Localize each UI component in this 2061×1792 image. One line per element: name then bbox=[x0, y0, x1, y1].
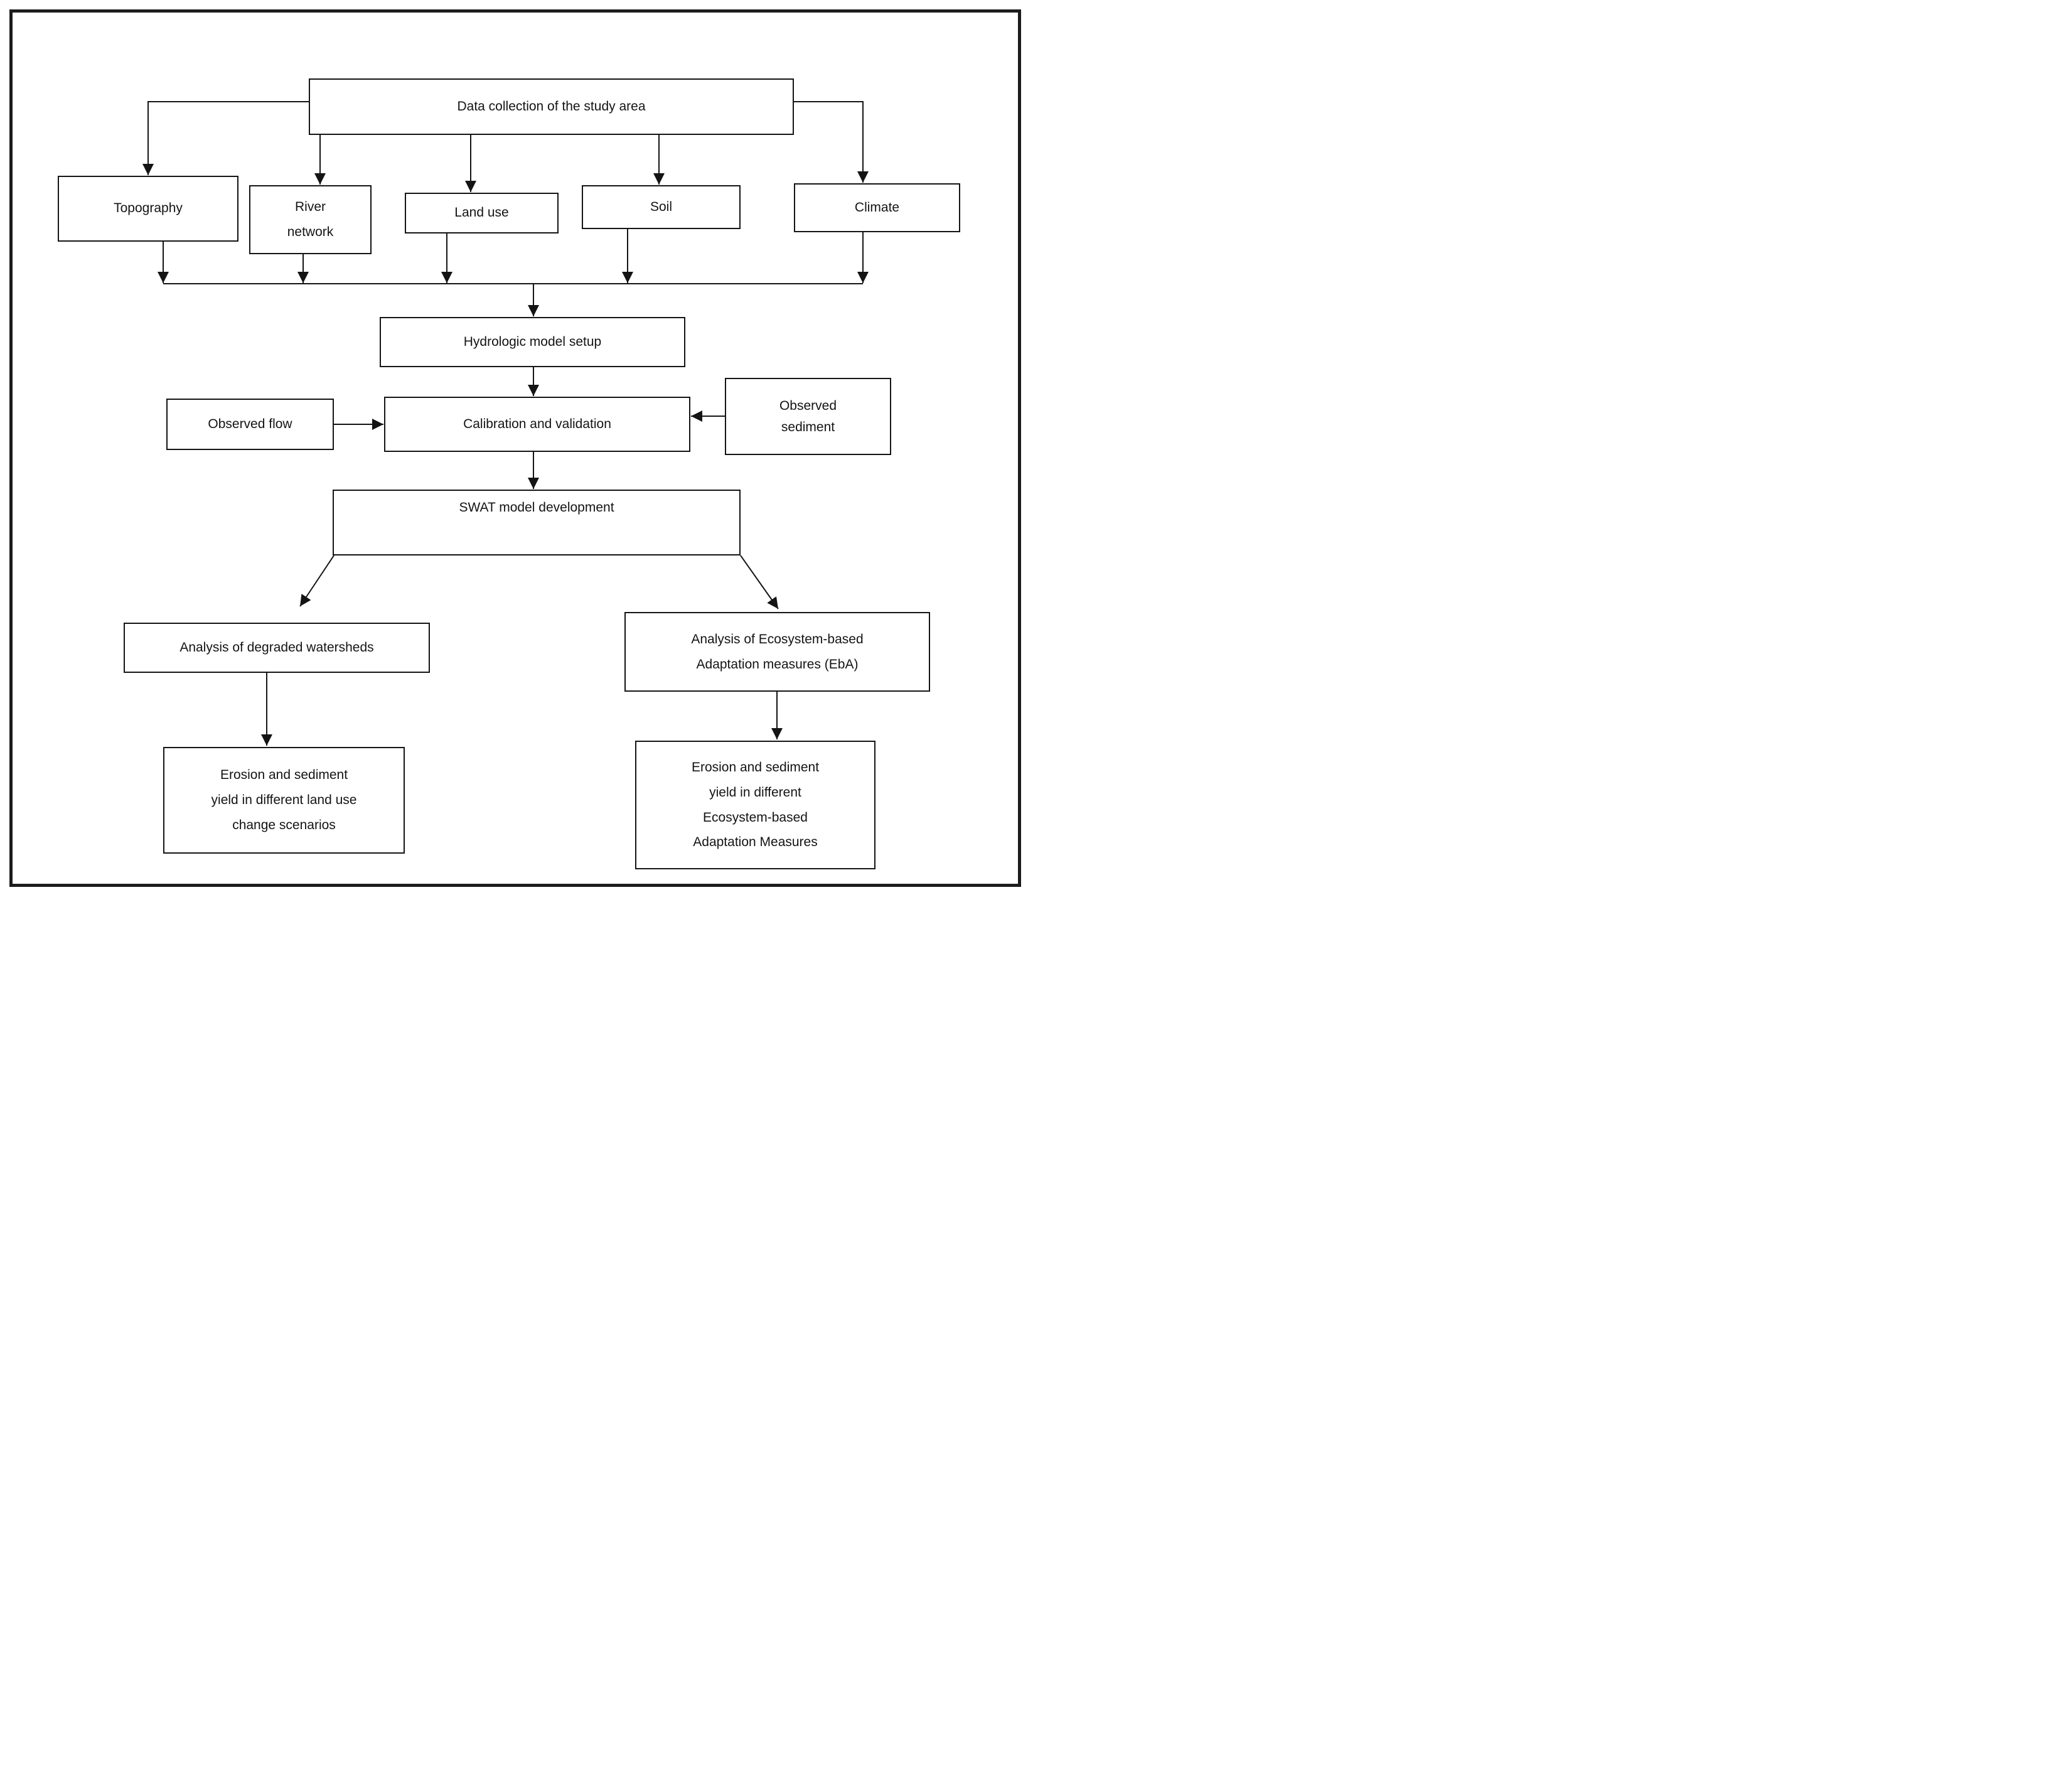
node-observed-sediment-label: Observed sediment bbox=[779, 398, 837, 434]
node-erosion-land-use-scenarios-label: Erosion and sediment yield in different land use change scenarios bbox=[211, 768, 357, 832]
node-observed-flow bbox=[166, 399, 334, 450]
node-climate-label: Climate bbox=[854, 200, 900, 215]
node-data-collection-label: Data collection of the study area bbox=[457, 99, 646, 114]
node-land-use bbox=[405, 193, 559, 233]
node-topography bbox=[58, 176, 238, 242]
node-river-network-label: River network bbox=[287, 200, 334, 239]
node-erosion-land-use-scenarios bbox=[163, 747, 405, 854]
flowchart-page bbox=[0, 0, 1030, 896]
node-analysis-eba-measures bbox=[624, 612, 930, 692]
node-hydrologic-model-setup bbox=[380, 317, 685, 367]
node-soil-label: Soil bbox=[650, 199, 673, 214]
node-analysis-degraded-watersheds-label: Analysis of degraded watersheds bbox=[179, 640, 374, 655]
node-erosion-eba-measures bbox=[635, 741, 875, 869]
node-data-collection bbox=[309, 78, 794, 135]
node-river-network bbox=[249, 185, 372, 254]
node-analysis-eba-measures-label: Analysis of Ecosystem-based Adaptation measures (EbA) bbox=[691, 631, 864, 672]
node-soil bbox=[582, 185, 741, 229]
node-hydrologic-model-setup-label: Hydrologic model setup bbox=[463, 334, 602, 349]
node-swat-model-development bbox=[333, 490, 741, 555]
node-climate bbox=[794, 183, 960, 232]
node-observed-sediment bbox=[725, 378, 891, 455]
node-swat-model-development-label: SWAT model development bbox=[459, 500, 614, 515]
node-topography-label: Topography bbox=[114, 201, 183, 216]
node-calibration-validation bbox=[384, 397, 690, 452]
node-erosion-eba-measures-label: Erosion and sediment yield in different Ecosystem-based Adaptation Measures bbox=[691, 759, 820, 850]
node-analysis-degraded-watersheds bbox=[124, 623, 430, 673]
node-land-use-label: Land use bbox=[454, 205, 509, 220]
node-calibration-validation-label: Calibration and validation bbox=[463, 416, 611, 431]
node-observed-flow-label: Observed flow bbox=[208, 416, 292, 431]
